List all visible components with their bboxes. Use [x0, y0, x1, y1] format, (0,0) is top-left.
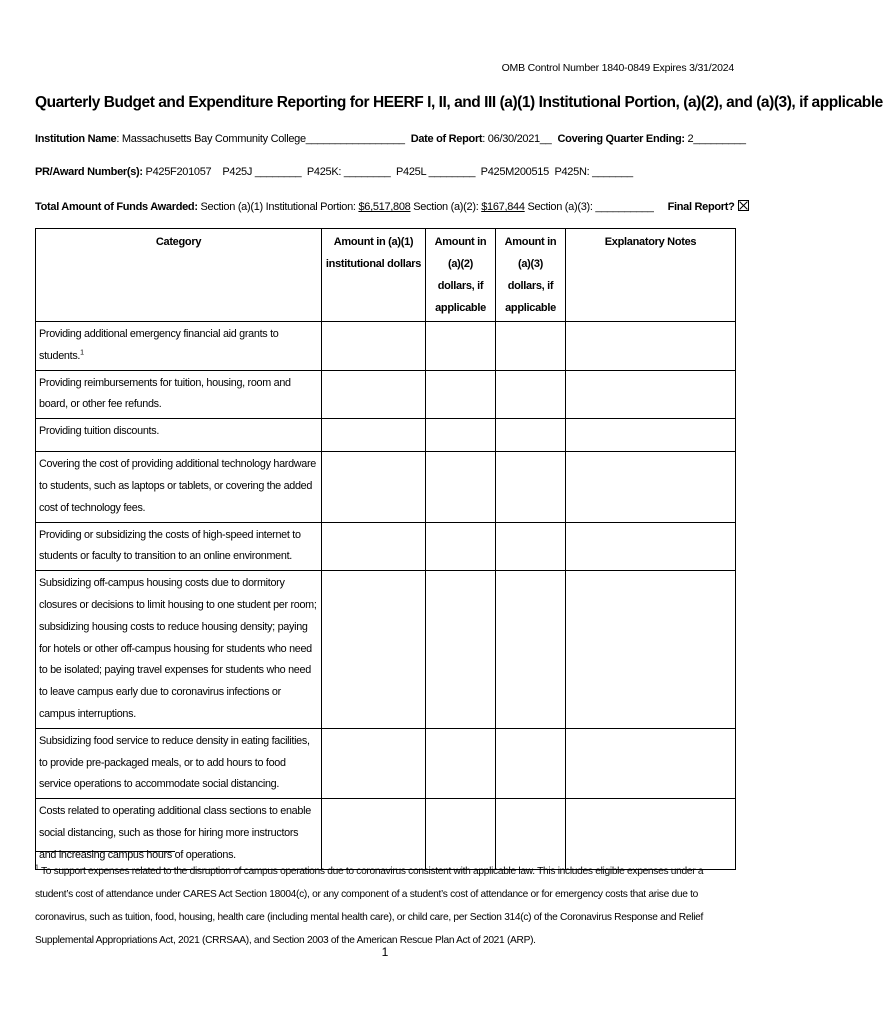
amount-a2-cell[interactable] [426, 452, 496, 522]
amount-a3-cell[interactable] [496, 799, 566, 869]
amount-a1-cell[interactable] [322, 452, 426, 522]
funds-label: Total Amount of Funds Awarded: [35, 201, 198, 213]
page-number: 1 [381, 945, 389, 959]
table-row [36, 799, 736, 869]
funds-a1-text: Section (a)(1) Institutional Portion: [197, 201, 359, 213]
table-row [36, 322, 736, 371]
final-report-label: Final Report? [667, 201, 735, 213]
footnote-text: To support expenses related to the disruption of campus operations due to coronavirus consistent with applicable law. This includes eligible expenses under a student’s cost of attendance under CARES Act Section 18004(c), or any component of a student’s cost of attendance or for emergency costs that arise due to coronavirus, such as tuition, food, housing, health care (including mental health care), or child care, per Section 314(c) of the Coronavirus Response and Relief Supplemental Appropriations Act, 2021 (CRRSAA), and Section 2003 of the American Rescue Plan Act of 2021 (ARP). [35, 866, 704, 946]
row-category: Providing reimbursements for tuition, housing, room and board, or other fee refunds. [36, 370, 322, 419]
amount-a1-cell[interactable] [322, 322, 426, 371]
header-amount-a1: Amount in (a)(1) institutional dollars [322, 229, 426, 322]
row-category: Costs related to operating additional class sections to enable social distancing, such as those for hiring more instructors and increasing campus hours of operations. [36, 799, 322, 869]
row-category: Providing or subsidizing the costs of high-speed internet to students or faculty to transition to an online environment. [36, 522, 322, 571]
amount-a3-cell[interactable] [496, 322, 566, 371]
amount-a1-cell[interactable] [322, 419, 426, 452]
amount-a2-cell[interactable] [426, 322, 496, 371]
quarter-value: 2_________ [684, 133, 746, 145]
footnote-marker: 1 [35, 864, 39, 872]
amount-a1-cell[interactable] [322, 728, 426, 798]
amount-a1-cell[interactable] [322, 370, 426, 419]
amount-a3-cell[interactable] [496, 728, 566, 798]
footnote [35, 860, 740, 952]
amount-a2-cell[interactable] [426, 370, 496, 419]
omb-control-number: OMB Control Number 1840-0849 Expires 3/31/2024 [501, 62, 734, 74]
table-header-row [36, 229, 736, 322]
amount-a2-cell[interactable] [426, 571, 496, 729]
notes-cell[interactable] [566, 322, 736, 371]
institution-value: : Massachusetts Bay Community College_________________ [116, 133, 405, 145]
date-value: : 06/30/2021__ [482, 133, 552, 145]
amount-a2-cell[interactable] [426, 419, 496, 452]
page-title: Quarterly Budget and Expenditure Reporting for HEERF I, II, and III (a)(1) Institutional Portion, (a)(2), and (a)(3), if applicable [35, 94, 883, 111]
notes-cell[interactable] [566, 522, 736, 571]
institution-label: Institution Name [35, 133, 117, 145]
table-row [36, 370, 736, 419]
notes-cell[interactable] [566, 728, 736, 798]
funds-a2-text: Section (a)(2): [410, 201, 482, 213]
table-row [36, 522, 736, 571]
notes-cell[interactable] [566, 452, 736, 522]
funds-line [35, 200, 740, 213]
funds-a1-value: $6,517,808 [358, 201, 411, 213]
row-category: Subsidizing food service to reduce density in eating facilities, to provide pre-packaged meals, or to add hours to food service operations to accommodate social distancing. [36, 728, 322, 798]
amount-a3-cell[interactable] [496, 522, 566, 571]
row-category: Subsidizing off-campus housing costs due to dormitory closures or decisions to limit housing to one student per room; subsidizing housing costs to reduce housing density; paying for hotels or other off-campus housing for students who need to be isolated; paying travel expenses for students who need to leave campus early due to coronavirus infections or campus interruptions. [36, 571, 322, 729]
footnote-divider [35, 851, 175, 852]
amount-a3-cell[interactable] [496, 419, 566, 452]
amount-a1-cell[interactable] [322, 799, 426, 869]
final-report-checkbox[interactable] [738, 200, 749, 211]
amount-a2-cell[interactable] [426, 522, 496, 571]
notes-cell[interactable] [566, 799, 736, 869]
amount-a2-cell[interactable] [426, 799, 496, 869]
date-label: Date of Report [410, 133, 483, 145]
table-row [36, 728, 736, 798]
amount-a1-cell[interactable] [322, 522, 426, 571]
award-line [35, 166, 740, 178]
header-amount-a2: Amount in (a)(2) dollars, if applicable [426, 229, 496, 322]
header-amount-a3: Amount in (a)(3) dollars, if applicable [496, 229, 566, 322]
row-category: Providing tuition discounts. [36, 419, 322, 452]
amount-a2-cell[interactable] [426, 728, 496, 798]
table-row [36, 571, 736, 729]
notes-cell[interactable] [566, 370, 736, 419]
institution-line [35, 133, 746, 145]
funds-a2-value: $167,844 [481, 201, 525, 213]
notes-cell[interactable] [566, 571, 736, 729]
row-category [36, 322, 322, 371]
header-explanatory-notes: Explanatory Notes [566, 229, 736, 322]
footnote-ref: 1 [80, 349, 84, 357]
row-category-text: Providing additional emergency financial aid grants to students. [39, 328, 279, 362]
amount-a3-cell[interactable] [496, 571, 566, 729]
amount-a3-cell[interactable] [496, 370, 566, 419]
quarter-label: Covering Quarter Ending: [557, 133, 685, 145]
funds-a3-text: Section (a)(3): __________ [524, 201, 654, 213]
table-row [36, 419, 736, 452]
budget-table [35, 228, 736, 870]
notes-cell[interactable] [566, 419, 736, 452]
amount-a3-cell[interactable] [496, 452, 566, 522]
header-category: Category [36, 229, 322, 322]
award-label: PR/Award Number(s): [35, 166, 143, 178]
table-row [36, 452, 736, 522]
row-category: Covering the cost of providing additional technology hardware to students, such as laptops or tablets, or covering the added cost of technology fees. [36, 452, 322, 522]
award-value: P425F201057 P425J ________ P425K: ________ P425L ________ P425M200515 P425N: _______ [142, 166, 633, 178]
amount-a1-cell[interactable] [322, 571, 426, 729]
